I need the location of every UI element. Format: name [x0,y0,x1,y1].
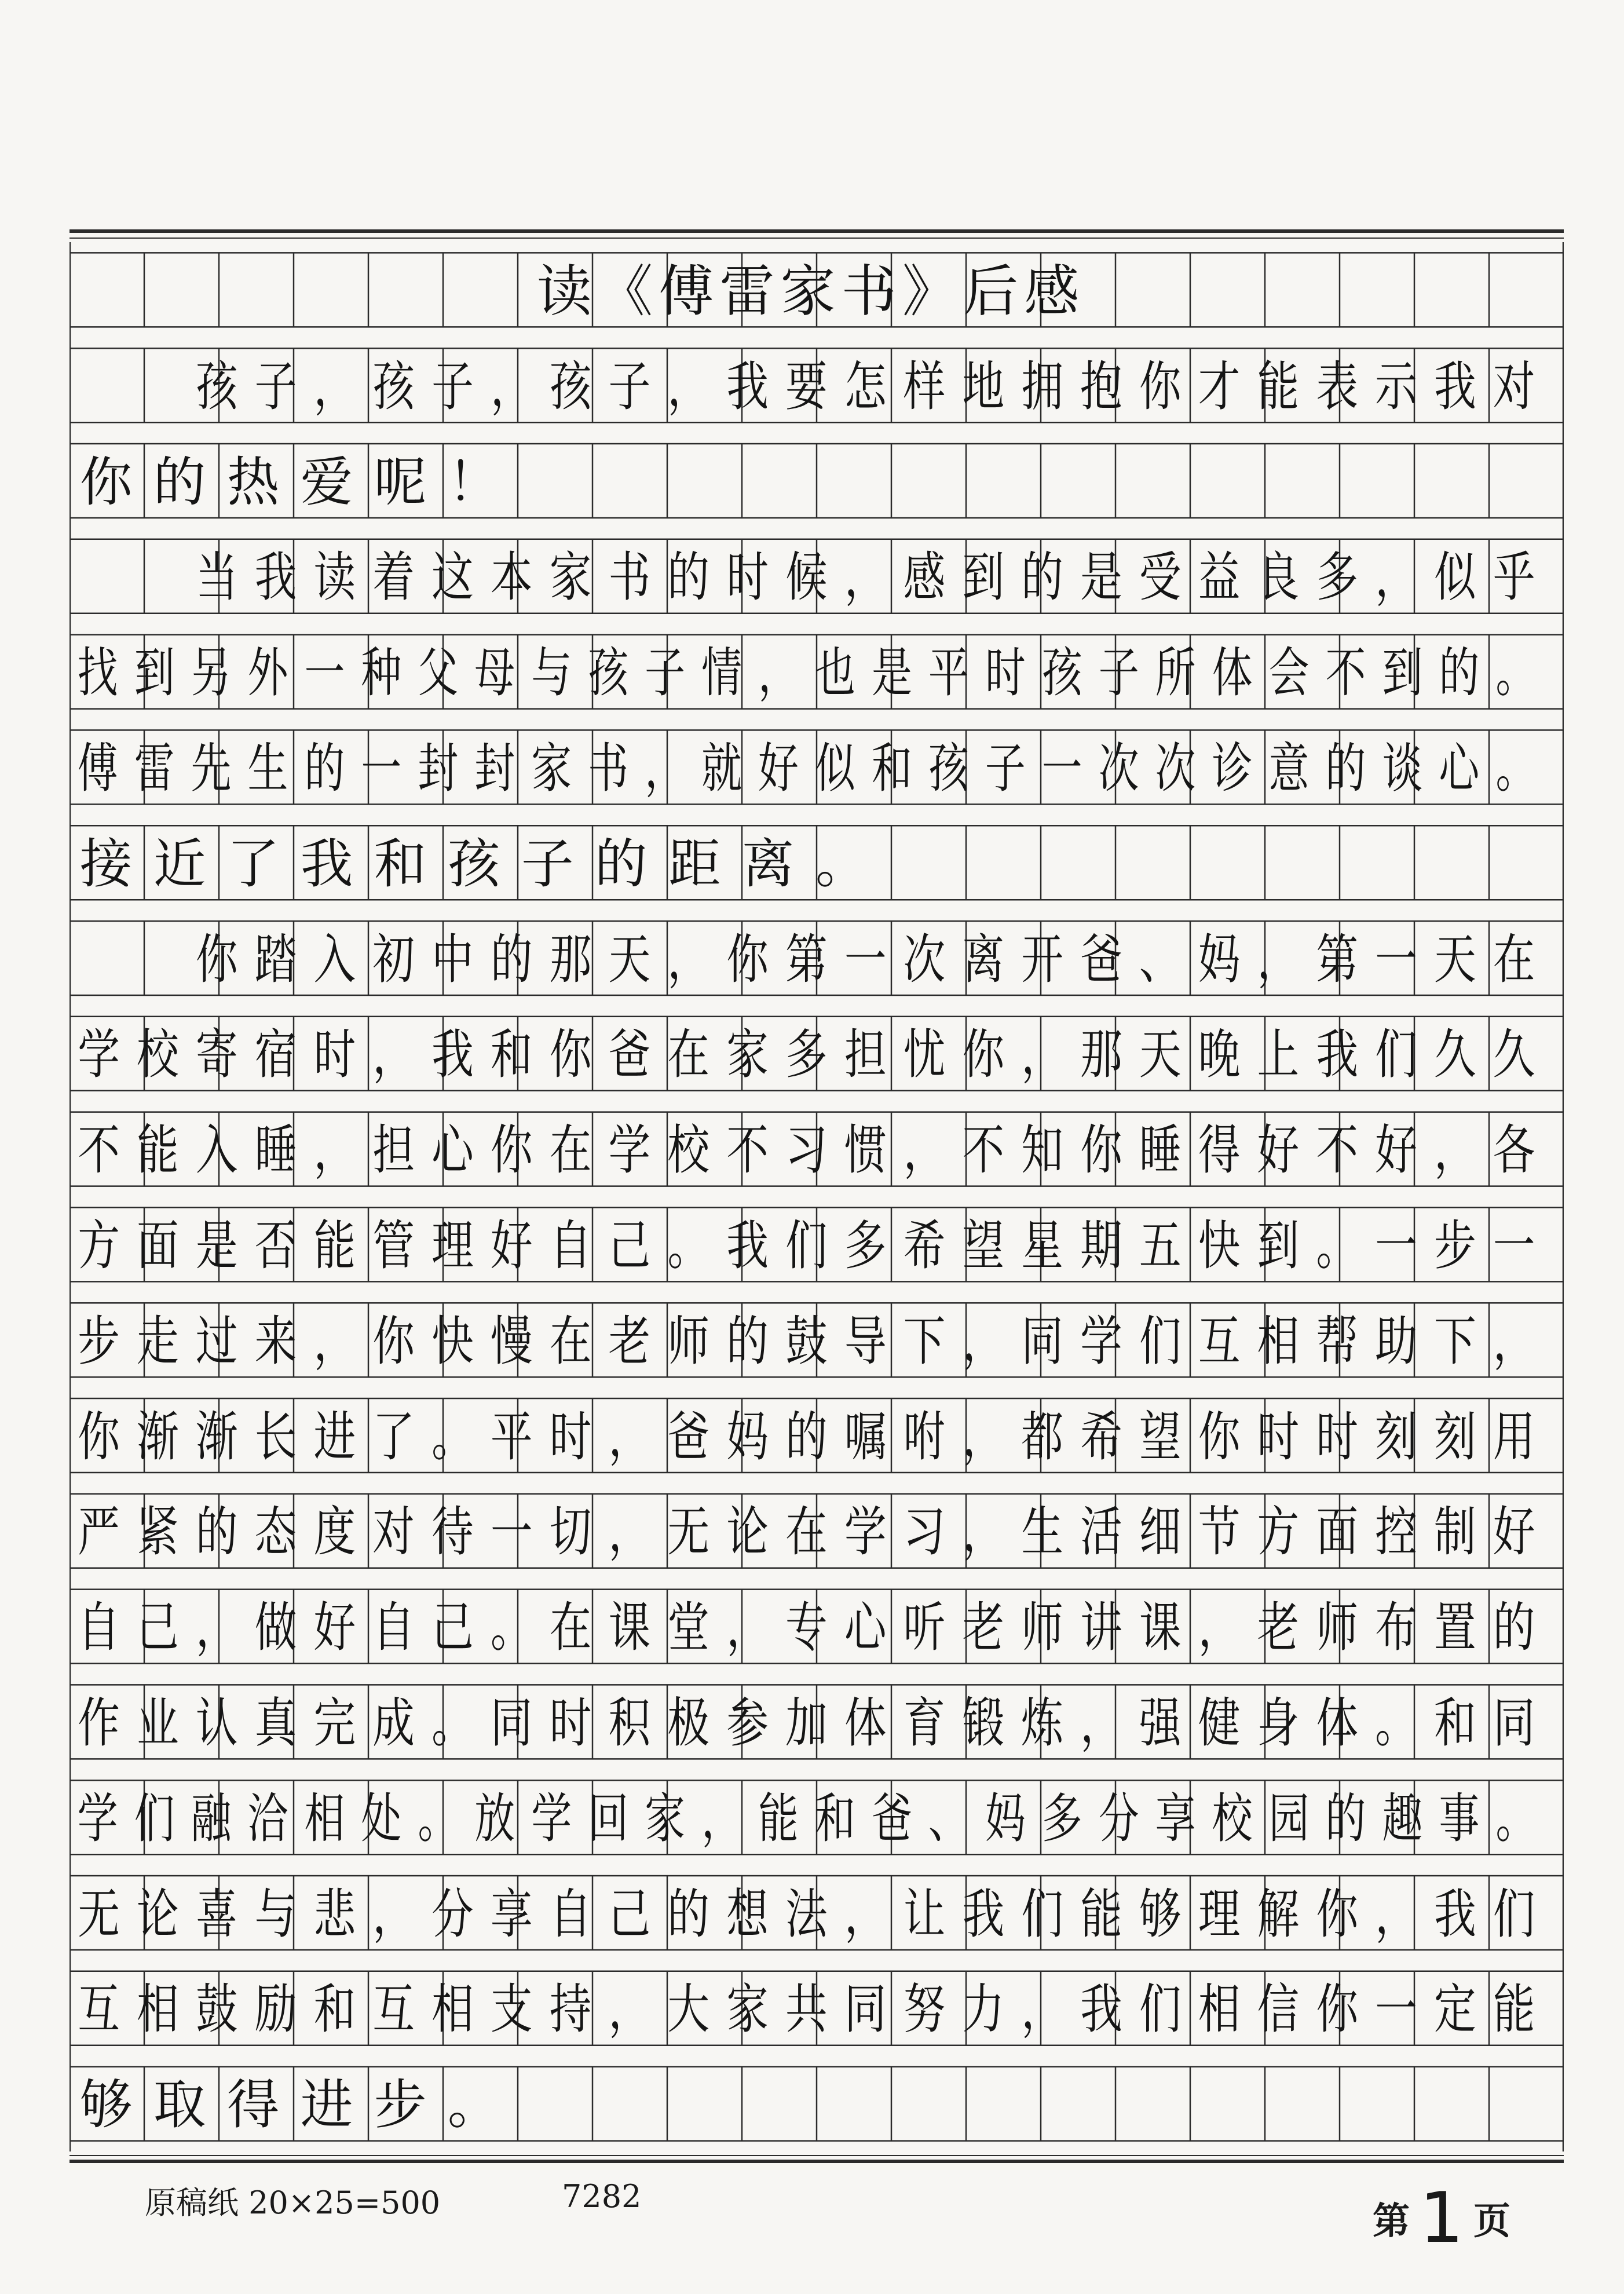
essay-line: 找到另外一种父母与孩子情，也是平时孩子所体会不到的。 [77,642,1553,704]
essay-line: 孩子，孩子，孩子，我要怎样地拥抱你才能表示我对 [78,355,1552,418]
page-prefix: 第 [1373,2200,1410,2243]
essay-line: 步走过来，你快慢在老师的鼓导下，同学们互相帮助下， [78,1310,1552,1372]
essay-line: 严紧的态度对待一切，无论在学习，生活细节方面控制好 [78,1501,1552,1564]
essay-title: 读《傅雷家书》后感 [536,259,1085,324]
essay-line: 学们融洽相处。放学回家，能和爸、妈多分享校园的趣事。 [77,1787,1553,1850]
page-suffix: 页 [1473,2200,1510,2243]
paper-code: 7282 [562,2178,642,2215]
essay-line: 你的热爱呢！ [79,451,521,513]
essay-line: 当我读着这本家书的时候，感到的是受益良多，似乎 [78,546,1552,609]
essay-line: 你踏入初中的那天，你第一次离开爸、妈，第一天在 [78,928,1552,991]
grid-lines [70,242,1564,2151]
essay-line: 作业认真完成。同时积极参加体育锻炼，强健身体。和同 [78,1692,1552,1754]
bottom-border-thick [70,2160,1564,2163]
top-border-thick [70,229,1564,233]
essay-line: 接近了我和孩子的距离。 [79,832,889,895]
essay-line: 方面是否能管理好自己。我们多希望星期五快到。一步一 [78,1215,1552,1277]
page-number-label [1373,2178,1510,2259]
essay-line: 你渐渐长进了。平时，爸妈的嘱咐，都希望你时时刻刻用 [78,1405,1552,1468]
essay-line: 够取得进步。 [79,2074,521,2136]
essay-line: 学校寄宿时，我和你爸在家多担忧你，那天晚上我们久久 [78,1024,1552,1086]
essay-line: 无论喜与悲，分享自己的想法，让我们能够理解你，我们 [78,1883,1552,1945]
essay-line: 不能入睡，担心你在学校不习惯，不知你睡得好不好，各 [78,1119,1552,1182]
essay-line: 自己，做好自己。在课堂，专心听老师讲课，老师布置的 [78,1597,1552,1659]
paper-spec-label: 原稿纸 20×25=500 [145,2185,441,2221]
top-border-thin [70,238,1564,239]
writing-grid [70,242,1564,2151]
essay-line: 互相鼓励和互相支持，大家共同努力，我们相信你一定能 [78,1978,1552,2041]
page-number: 1 [1419,2178,1464,2259]
essay-line: 傅雷先生的一封封家书，就好似和孩子一次次诊意的谈心。 [77,737,1553,799]
bottom-border-thin [70,2155,1564,2156]
